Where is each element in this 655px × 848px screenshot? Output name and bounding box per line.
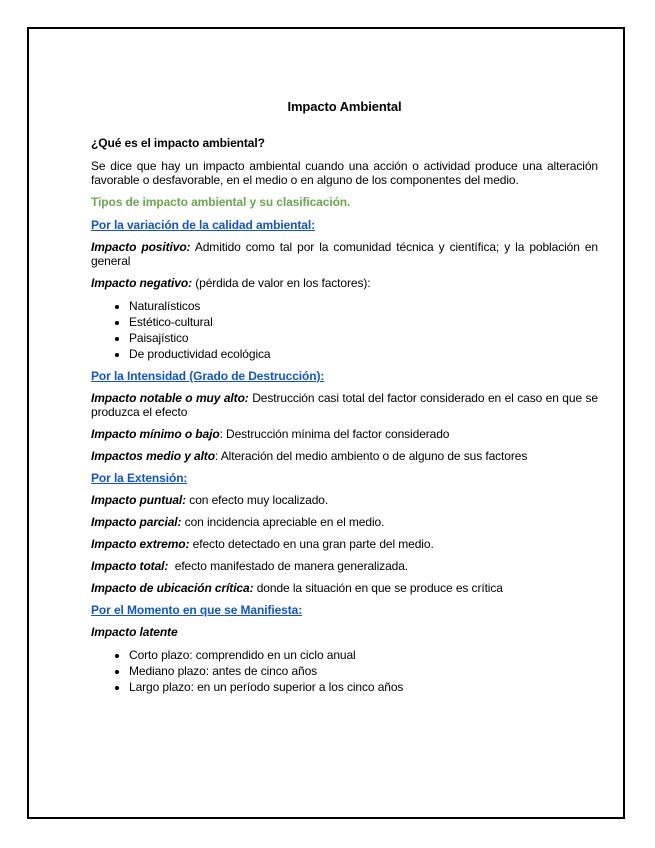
entry-term: Impacto mínimo o bajo [91,427,220,441]
entry-text: Destrucción casi total del factor considerado en el caso en que se produzca el efecto [91,391,599,419]
entry [91,559,598,573]
document-body [91,100,598,702]
entry-term: Impacto notable o muy alto: [91,391,249,405]
section-heading-extension: Por la Extensión: [91,471,188,485]
entry [91,537,598,551]
section-heading-quality: Por la variación de la calidad ambiental: [91,218,315,232]
question-heading: ¿Qué es el impacto ambiental? [91,136,265,150]
list-item: • Corto plazo: comprendido en un ciclo anual [129,647,598,663]
section-heading-moment: Por el Momento en que se Manifiesta: [91,603,303,617]
latent-list [91,647,598,695]
entry [91,581,598,595]
entry-negative [91,276,598,290]
entry [91,493,598,507]
types-heading: Tipos de impacto ambiental y su clasificación. [91,195,351,209]
document-title: Impacto Ambiental [287,99,402,114]
entry-term: Impactos medio y alto [91,449,215,463]
entry-latent [91,625,598,639]
entry-text: : Alteración del medio ambiento o de alguno de sus factores [214,449,528,463]
entry-term: Impacto latente [91,625,178,639]
entry [91,515,598,529]
entry-text: Admitido como tal por la comunidad técnica y científica; y la población en general [91,240,598,268]
entry-term: Impacto extremo: [91,537,190,551]
entry-term: Impacto negativo: [91,276,192,290]
entry [91,391,598,419]
entry-text: donde la situación en que se produce es crítica [253,581,503,595]
negative-factors-list [91,298,598,362]
section-heading-intensity: Por la Intensidad (Grado de Destrucción): [91,369,325,383]
entry-term: Impacto puntual: [91,493,187,507]
list-item: • Estético-cultural [129,314,598,330]
entry [91,427,598,441]
entry-text: con incidencia apreciable en el medio. [181,515,385,529]
entry-text: con efecto muy localizado. [186,493,329,507]
entry-term: Impacto de ubicación crítica: [91,581,254,595]
document-page [27,27,625,819]
entry-term: Impacto positivo: [91,240,191,254]
entry-text: efecto manifestado de manera generalizada. [168,559,409,573]
list-item: • Mediano plazo: antes de cinco años [129,663,598,679]
entry-text: : Destrucción mínima del factor considerado [219,427,450,441]
list-item: • Naturalísticos [129,298,598,314]
intro-paragraph: Se dice que hay un impacto ambiental cuando una acción o actividad produce una alteración favorable o desfavorable, en el medio o en alguno de los componentes del medio. [91,159,598,187]
entry-term: Impacto total: [91,559,169,573]
entry-text: efecto detectado en una gran parte del medio. [189,537,434,551]
entry [91,449,598,463]
entry-positive [91,240,598,268]
entry-text: (pérdida de valor en los factores): [191,276,371,290]
entry-term: Impacto parcial: [91,515,182,529]
list-item: • Paisajístico [129,330,598,346]
list-item: • Largo plazo: en un período superior a los cinco años [129,679,598,695]
list-item: • De productividad ecológica [129,346,598,362]
